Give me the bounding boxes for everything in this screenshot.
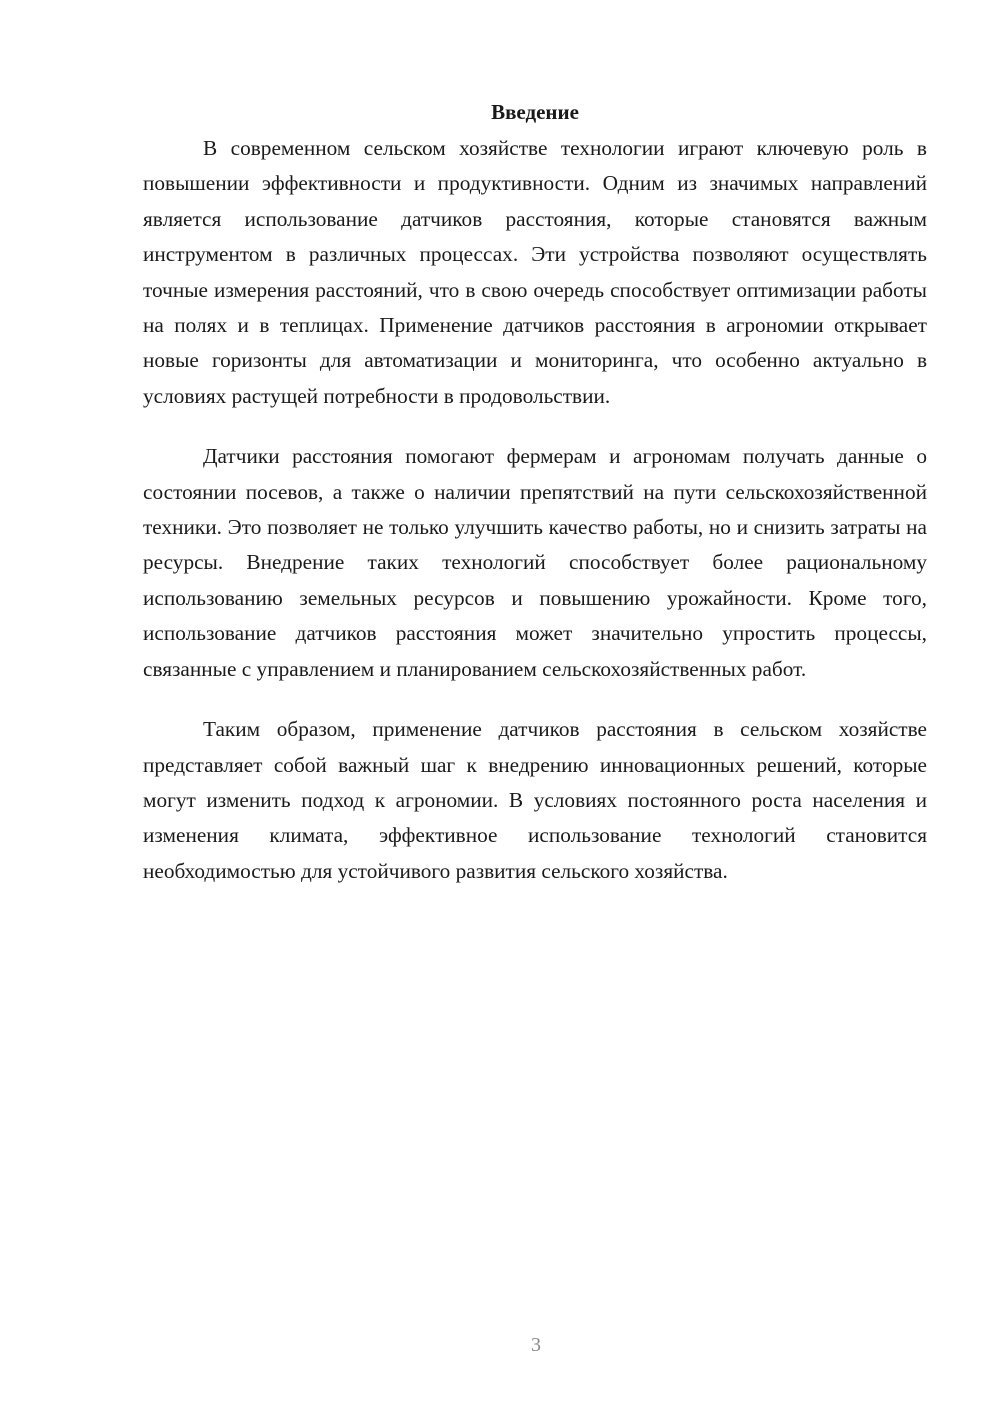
paragraph-3: Таким образом, применение датчиков расстояния в сельском хозяйстве представляет собой важный шаг к внедрению инновационных решений, которые могут изменить подход к агрономии. В условиях постоянного роста населения и изменения климата, эффективное использование технологий становится необходимостью для устойчивого развития сельского хозяйства. [143, 717, 927, 883]
section-heading: Введение [491, 100, 579, 124]
page-number: 3 [531, 1334, 541, 1356]
paragraph-2: Датчики расстояния помогают фермерам и агрономам получать данные о состоянии посевов, а также о наличии препятствий на пути сельскохозяйственной техники. Это позволяет не только улучшить качество работы, но и снизить затраты на ресурсы. Внедрение таких технологий способствует более рациональному использованию земельных ресурсов и повышению урожайности. Кроме того, использование датчиков расстояния может значительно упростить процессы, связанные с управлением и планированием сельскохозяйственных работ. [143, 444, 927, 681]
paragraph-1: В современном сельском хозяйстве технологии играют ключевую роль в повышении эффективности и продуктивности. Одним из значимых направлений является использование датчиков расстояния, которые становятся важным инструментом в различных процессах. Эти устройства позволяют осуществлять точные измерения расстояний, что в свою очередь способствует оптимизации работы на полях и в теплицах. Применение датчиков расстояния в агрономии открывает новые горизонты для автоматизации и мониторинга, что особенно актуально в условиях растущей потребности в продовольствии. [143, 136, 927, 408]
page-content [143, 94, 927, 914]
